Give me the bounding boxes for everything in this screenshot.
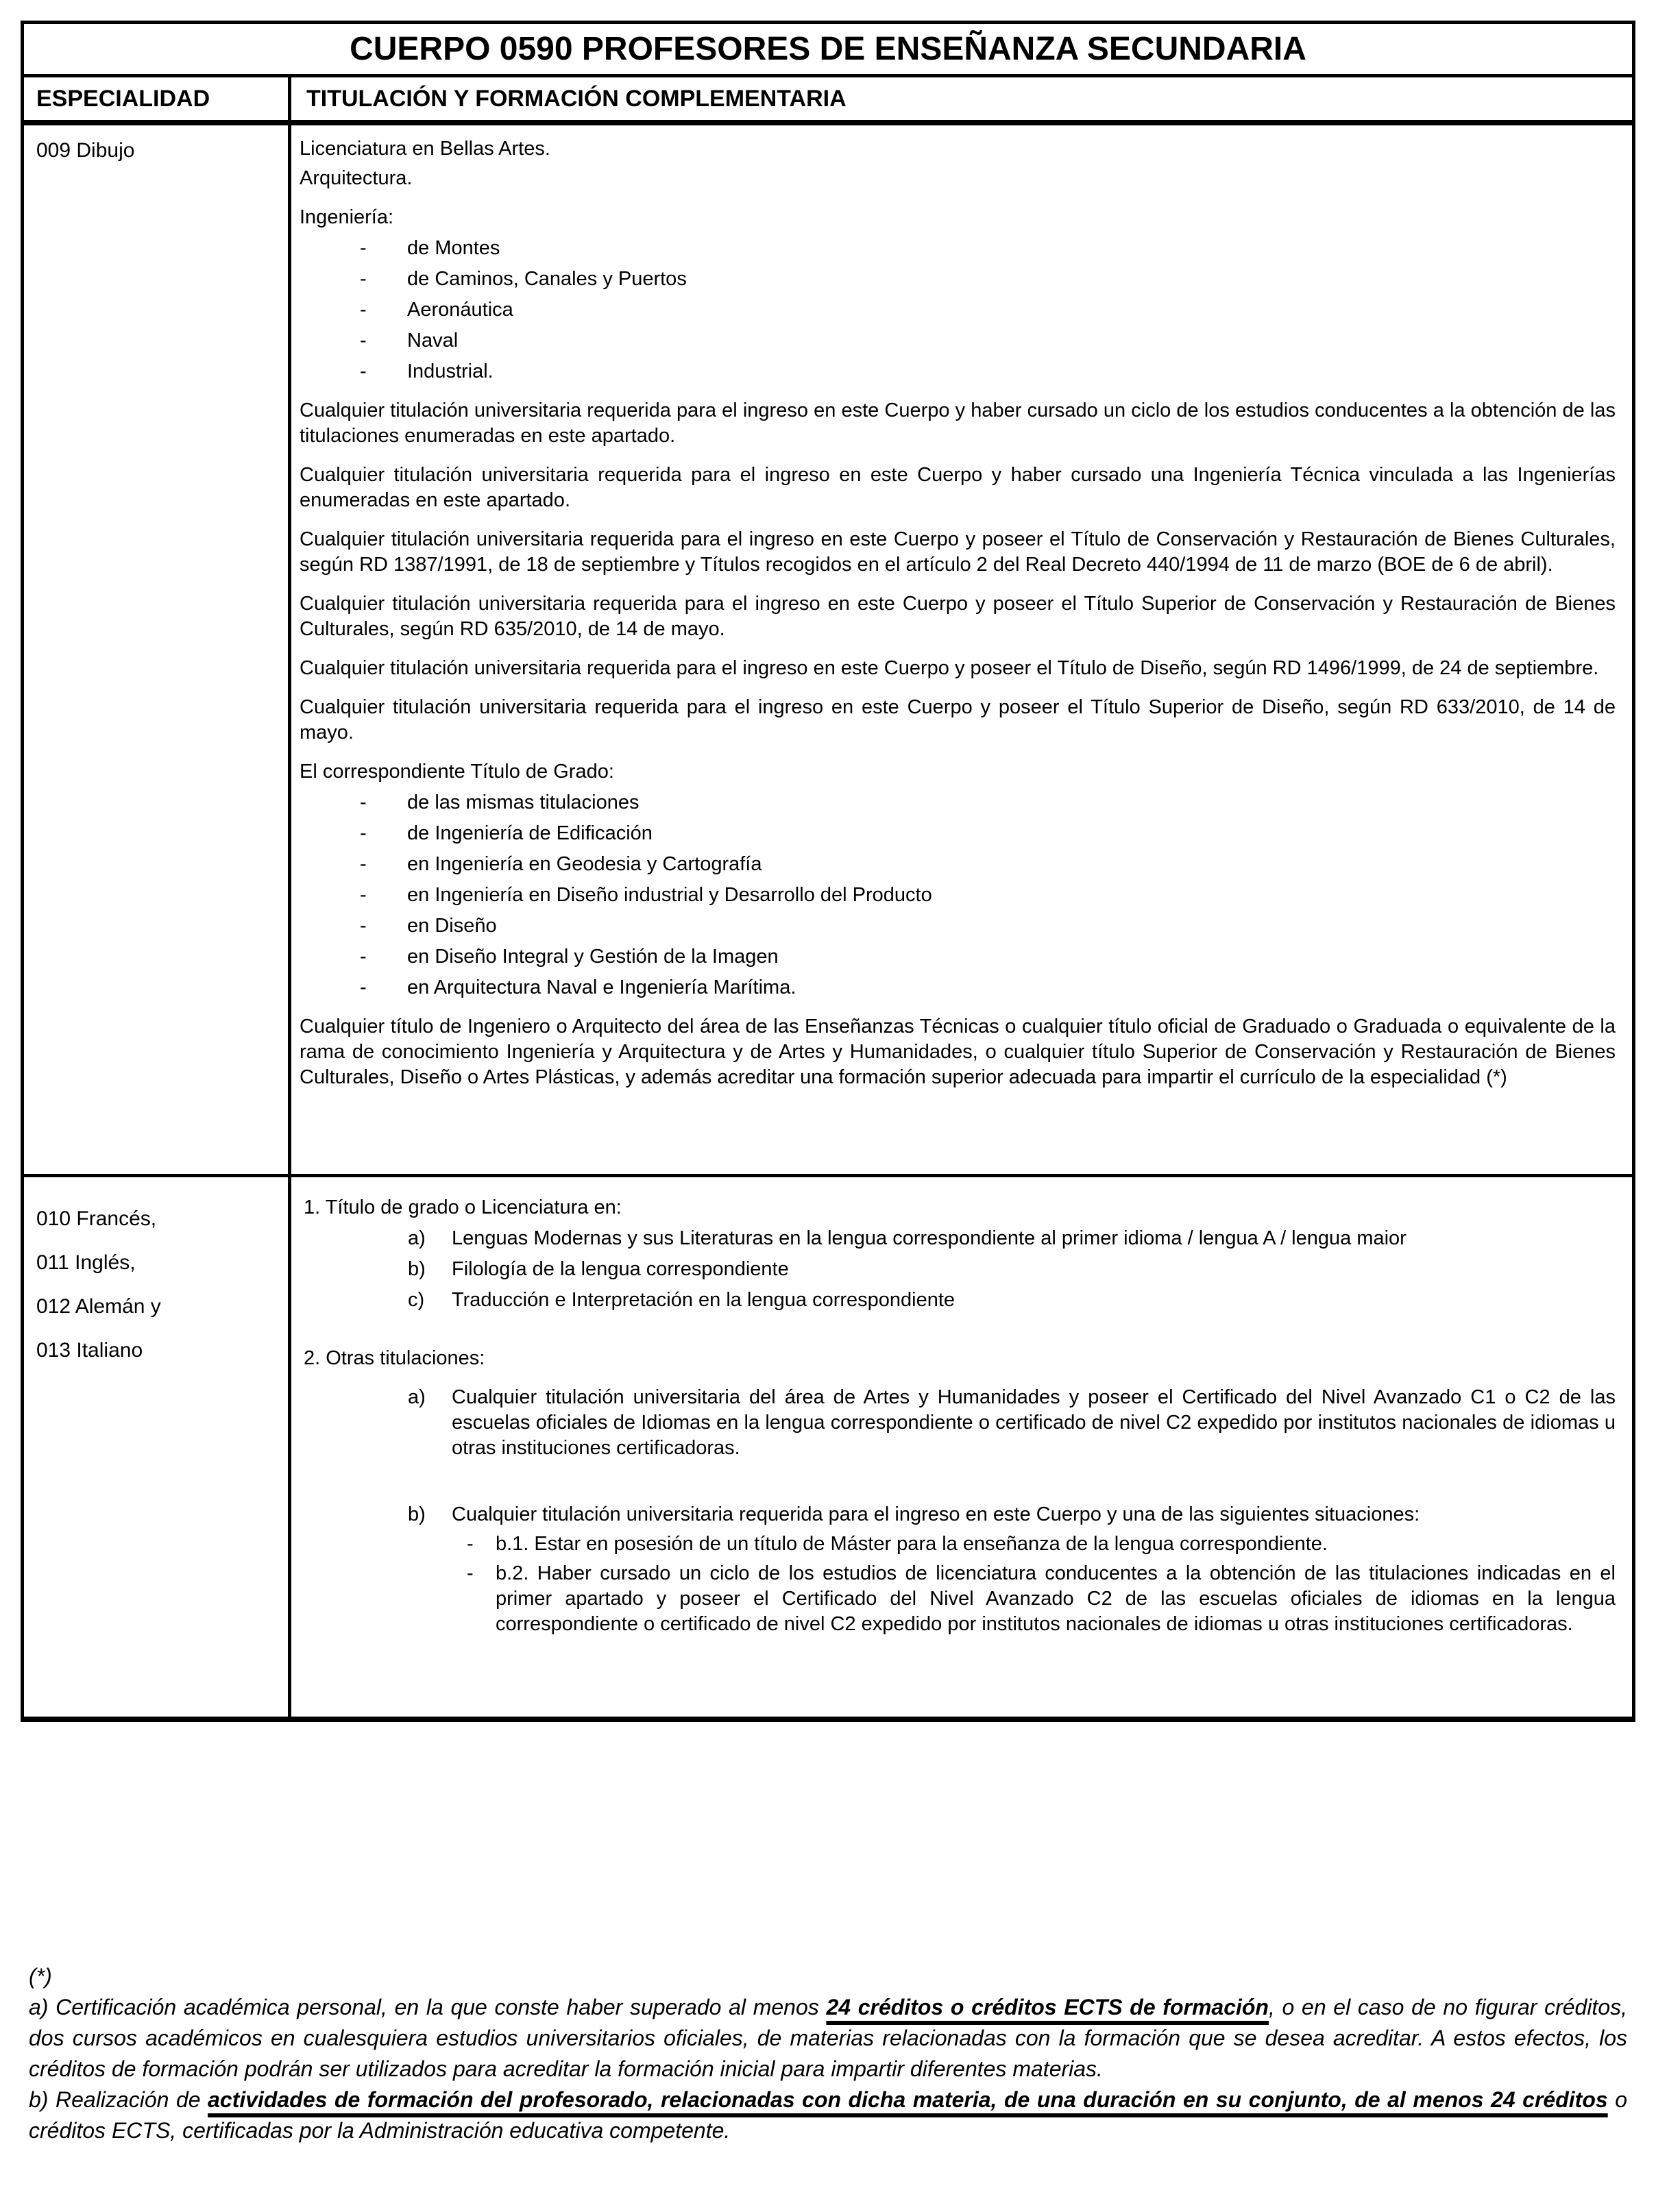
dash-list-item: - Naval (300, 328, 1616, 354)
letter-item-marker: b) (408, 1258, 426, 1280)
content-paragraph: Cualquier titulación universitaria requerida para el ingreso en este Cuerpo y poseer el Título Superior de Diseño, según RD 633/2010, de 14 de mayo. (300, 696, 1616, 744)
column-header-titulacion: TITULACIÓN Y FORMACIÓN COMPLEMENTARIA (288, 77, 1632, 120)
dash-list-item: - Industrial. (300, 359, 1616, 384)
letter-item (300, 1288, 1616, 1313)
letter-item-text: Cualquier titulación universitaria del área de Artes y Humanidades y poseer el Certificado del Nivel Avanzado C1 o C2 de las escuelas oficiales de Idiomas en la lengua correspondiente o certificado de nivel C2 expedido por institutos nacionales de idiomas u otras instituciones certificadoras. (452, 1386, 1616, 1459)
footnote-item (29, 1992, 1627, 2085)
dash-list-item: - en Ingeniería en Diseño industrial y Desarrollo del Producto (300, 883, 1616, 908)
content-paragraph: Cualquier titulación universitaria requerida para el ingreso en este Cuerpo y haber cursado una Ingeniería Técnica vinculada a las Ingenierías enumeradas en este apartado. (300, 464, 1616, 511)
letter-item-text: Traducción e Interpretación en la lengua correspondiente (452, 1289, 955, 1311)
numbered-line: 1. Título de grado o Licenciatura en: (304, 1196, 622, 1218)
titulacion-cell (288, 1177, 1632, 1717)
especialidad-line: 010 Francés, (36, 1207, 157, 1230)
especialidad-cell (24, 125, 288, 1174)
table-row-dibujo (24, 125, 1632, 1174)
dash-list-item: - de las mismas titulaciones (300, 790, 1616, 815)
letter-item-marker: b) (408, 1503, 426, 1525)
sub-item: - b.1. Estar en posesión de un título de Máster para la enseñanza de la lengua correspondiente. (300, 1532, 1616, 1557)
letter-item-text: Cualquier titulación universitaria requerida para el ingreso en este Cuerpo y una de las siguientes situaciones: (452, 1503, 1420, 1525)
dash-list (300, 236, 1616, 384)
numbered-line: 2. Otras titulaciones: (304, 1347, 485, 1369)
dash-list (300, 790, 1616, 1000)
content-paragraph: Cualquier título de Ingeniero o Arquitecto del área de las Enseñanzas Técnicas o cualquier título oficial de Graduado o Graduada o equivalente de la rama de conocimiento Ingeniería y Arquitectura y de Artes y Humanidades, o cualquier título Superior de Conservación y Restauración de Bienes Culturales, Diseño o Artes Plásticas, y además acreditar una formación superior adecuada para impartir el currículo de la especialidad (*) (300, 1016, 1616, 1088)
content-paragraph: Cualquier titulación universitaria requerida para el ingreso en este Cuerpo y poseer el Título Superior de Conservación y Restauración de Bienes Culturales, según RD 635/2010, de 14 de mayo. (300, 593, 1616, 640)
dash-list-item: - en Ingeniería en Geodesia y Cartografía (300, 852, 1616, 877)
especialidad-cell (24, 1177, 288, 1717)
content-paragraph: Cualquier titulación universitaria requerida para el ingreso en este Cuerpo y poseer el Título de Conservación y Restauración de Bienes Culturales, según RD 1387/1991, de 18 de septiembre y Títulos recogidos en el artículo 2 del Real Decreto 440/1994 de 11 de marzo (BOE de 6 de abril). (300, 528, 1616, 576)
letter-item (300, 1226, 1616, 1251)
footnote-text: , o en el caso de no figurar créditos, dos cursos académicos en cualesquiera estudios universitarios oficiales, de materias relacionadas con la formación que se desea acreditar. A estos efectos, los créditos de formación podrán ser utilizados para acreditar la formación inicial para impartir diferentes materias. (29, 1995, 1628, 2081)
letter-item (300, 1257, 1616, 1282)
footnote-text: b) Realización de (29, 2087, 208, 2112)
letter-item-text: Filología de la lengua correspondiente (452, 1258, 789, 1280)
content-line: Ingeniería: (300, 206, 394, 228)
footnote-text: a) Certificación académica personal, en la que conste haber superado al menos (29, 1995, 827, 2019)
especialidad-line: 013 Italiano (36, 1339, 143, 1362)
content-line: Arquitectura. (300, 167, 413, 189)
letter-item (300, 1385, 1616, 1461)
content-line: Licenciatura en Bellas Artes. (300, 138, 550, 160)
letter-item-marker: a) (408, 1386, 426, 1408)
especialidad-line: 009 Dibujo (36, 139, 135, 162)
dash-list-item: - de Montes (300, 236, 1616, 261)
dash-list-item: - en Diseño Integral y Gestión de la Imagen (300, 944, 1616, 970)
content-paragraph: Cualquier titulación universitaria requerida para el ingreso en este Cuerpo y poseer el Título de Diseño, según RD 1496/1999, de 24 de septiembre. (300, 657, 1599, 679)
footnote-item (29, 2085, 1627, 2146)
table-row-idiomas (24, 1174, 1632, 1717)
table-header-row (24, 77, 1632, 125)
dash-list-item: - de Ingeniería de Edificación (300, 821, 1616, 846)
footnotes-section (29, 1961, 1627, 2146)
dash-list-item: - Aeronáutica (300, 297, 1616, 323)
letter-item-marker: a) (408, 1227, 426, 1249)
content-line: El correspondiente Título de Grado: (300, 761, 614, 783)
footnote-emphasis: 24 créditos o créditos ECTS de formación (826, 1995, 1269, 2019)
especialidad-line: 011 Inglés, (36, 1251, 136, 1274)
dash-list-item: - en Diseño (300, 913, 1616, 939)
footnote-marker: (*) (29, 1964, 52, 1989)
dash-list-item: - en Arquitectura Naval e Ingeniería Marítima. (300, 975, 1616, 1000)
letter-item-text: Lenguas Modernas y sus Literaturas en la lengua correspondiente al primer idioma / lengua A / lengua maior (452, 1227, 1407, 1249)
footnote-items (29, 1992, 1627, 2146)
content-paragraph: Cualquier titulación universitaria requerida para el ingreso en este Cuerpo y haber cursado un ciclo de los estudios conducentes a la obtención de las titulaciones enumeradas en este apartado. (300, 400, 1616, 447)
especialidad-line: 012 Alemán y (36, 1295, 161, 1318)
column-header-especialidad: ESPECIALIDAD (36, 85, 210, 112)
footnote-text: o créditos ECTS, certificadas por la Administración educativa competente. (29, 2087, 1628, 2143)
letter-item (300, 1502, 1616, 1527)
sub-item: - b.2. Haber cursado un ciclo de los estudios de licenciatura conducentes a la obtención de las titulaciones indicadas en el primer apartado y poseer el Certificado del Nivel Avanzado C2 de las escuelas oficiales de idiomas en la lengua correspondiente o certificado de nivel C2 expedido por institutos nacionales de idiomas u otras instituciones certificadoras. (300, 1561, 1616, 1637)
footnote-emphasis: actividades de formación del profesorado, relacionadas con dicha materia, de una duración en su conjunto, de al menos 24 créditos (208, 2087, 1608, 2112)
qualifications-table (21, 21, 1635, 1722)
letter-item-marker: c) (408, 1289, 425, 1311)
table-title: CUERPO 0590 PROFESORES DE ENSEÑANZA SECUNDARIA (24, 24, 1632, 77)
titulacion-cell (288, 125, 1632, 1174)
dash-list-item: - de Caminos, Canales y Puertos (300, 267, 1616, 292)
